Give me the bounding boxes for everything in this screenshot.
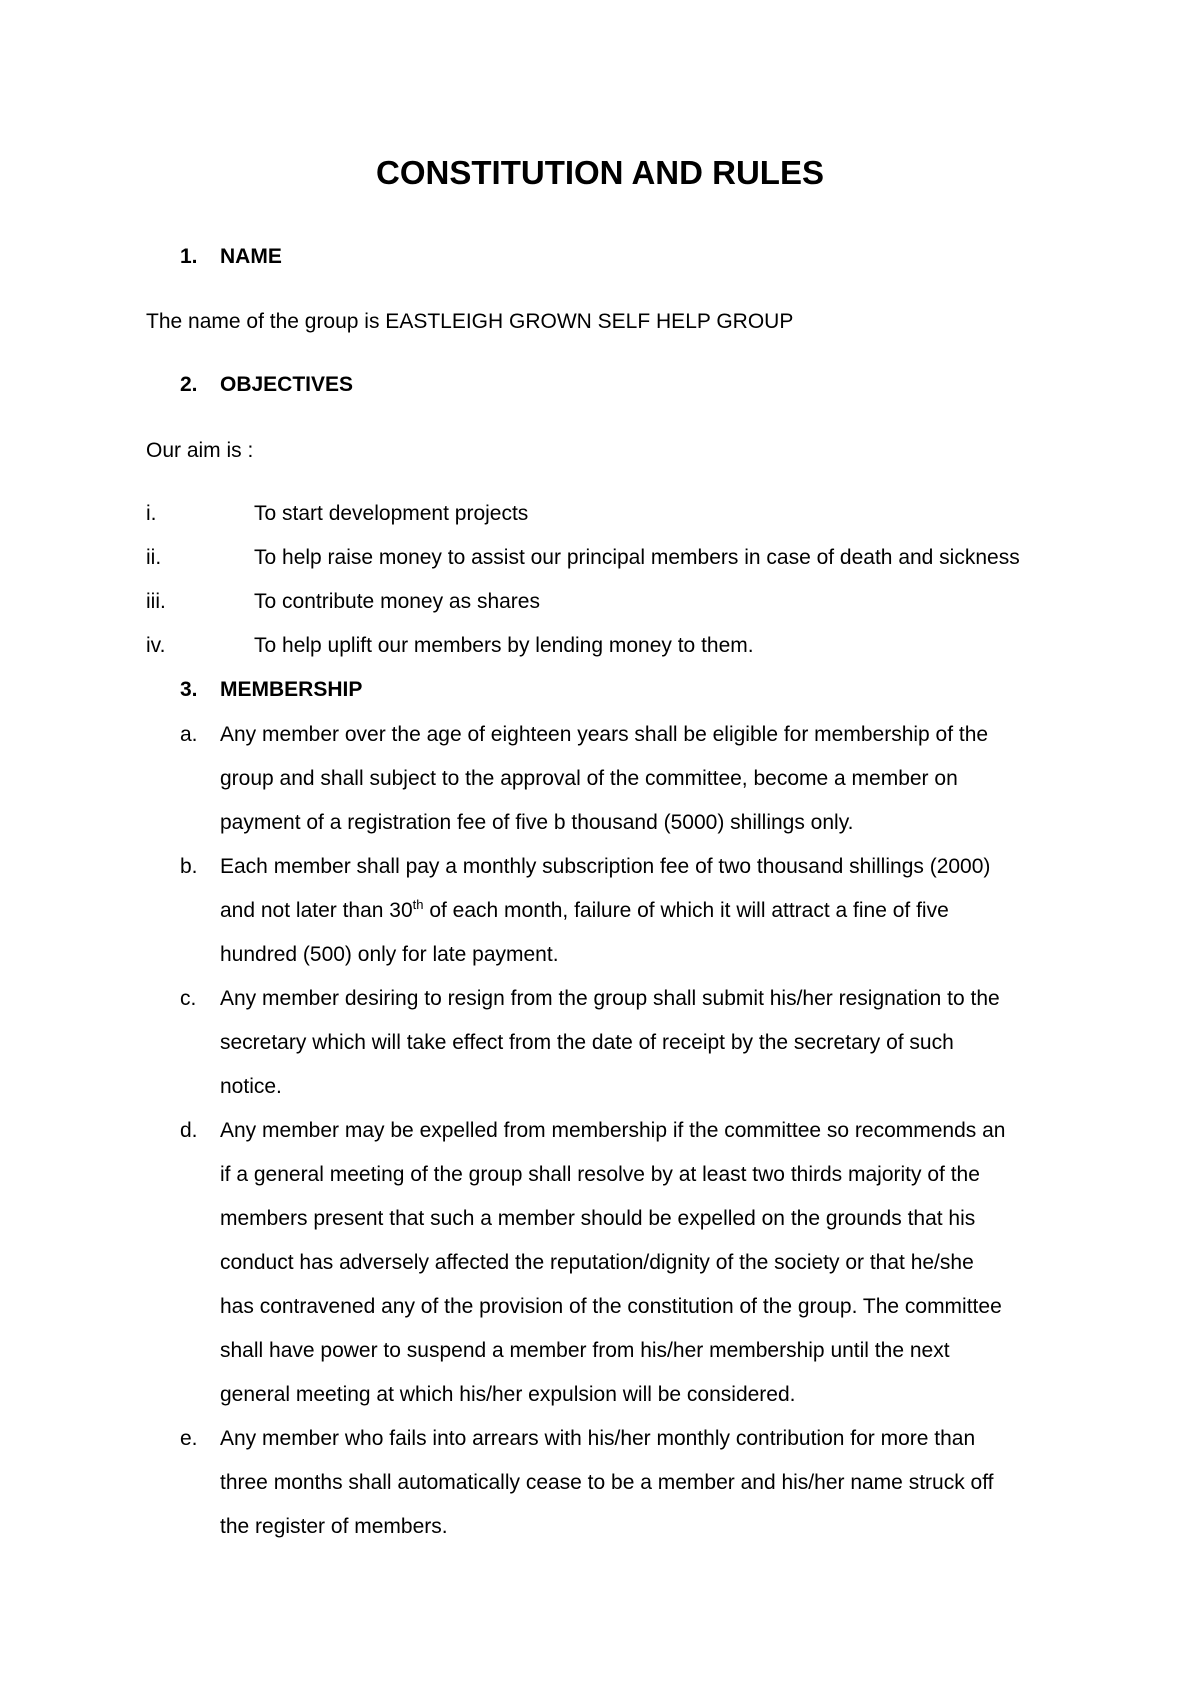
clause-line: secretary which will take effect from the date of receipt by the secretary of such — [220, 1031, 954, 1054]
clause-line: payment of a registration fee of five b thousand (5000) shillings only. — [220, 811, 854, 834]
list-marker: a. — [180, 723, 198, 746]
clause-line: hundred (500) only for late payment. — [220, 943, 559, 966]
section-number: 3. — [180, 678, 198, 701]
list-text: To help raise money to assist our principal members in case of death and sickness — [254, 546, 1020, 569]
clause-line: if a general meeting of the group shall resolve by at least two thirds majority of the — [220, 1163, 980, 1186]
clause-text — [220, 845, 1100, 977]
section-number: 2. — [180, 373, 198, 396]
list-marker: i. — [146, 502, 157, 525]
objectives-intro: Our aim is : — [146, 439, 254, 462]
clause-line: general meeting at which his/her expulsion will be considered. — [220, 1383, 796, 1406]
clause-line: shall have power to suspend a member from his/her membership until the next — [220, 1339, 950, 1362]
clause-line: the register of members. — [220, 1515, 448, 1538]
list-marker: d. — [180, 1119, 198, 1142]
clause-line: Any member who fails into arrears with his/her monthly contribution for more than — [220, 1427, 976, 1450]
clause-line — [220, 889, 1100, 933]
section-title: NAME — [220, 245, 282, 268]
list-marker: b. — [180, 855, 198, 878]
section-title: OBJECTIVES — [220, 373, 354, 396]
clause-line-part: and not later than 30 — [220, 899, 413, 922]
clause-line: Any member desiring to resign from the group shall submit his/her resignation to the — [220, 987, 1000, 1010]
list-marker: ii. — [146, 546, 162, 569]
list-marker: c. — [180, 987, 197, 1010]
clause-line: has contravened any of the provision of the constitution of the group. The committee — [220, 1295, 1002, 1318]
clause-line: notice. — [220, 1075, 282, 1098]
clause-line: conduct has adversely affected the reputation/dignity of the society or that he/she — [220, 1251, 974, 1274]
clause-line: three months shall automatically cease to be a member and his/her name struck off — [220, 1471, 994, 1494]
list-marker: e. — [180, 1427, 198, 1450]
clause-line: members present that such a member should be expelled on the grounds that his — [220, 1207, 976, 1230]
clause-text — [220, 713, 1100, 845]
list-marker: iii. — [146, 590, 166, 613]
clause-text — [220, 1417, 1100, 1549]
clause-line: Each member shall pay a monthly subscription fee of two thousand shillings (2000) — [220, 855, 991, 878]
group-name-paragraph: The name of the group is EASTLEIGH GROWN SELF HELP GROUP — [146, 310, 794, 333]
clause-line: group and shall subject to the approval of the committee, become a member on — [220, 767, 958, 790]
list-text: To contribute money as shares — [254, 590, 540, 613]
section-number: 1. — [180, 245, 198, 268]
clause-text — [220, 977, 1100, 1109]
list-text: To start development projects — [254, 502, 529, 525]
section-title: MEMBERSHIP — [220, 678, 363, 701]
clause-text — [220, 1109, 1100, 1417]
list-text: To help uplift our members by lending money to them. — [254, 634, 754, 657]
document-title: CONSTITUTION AND RULES — [376, 154, 824, 191]
clause-line: Any member may be expelled from membership if the committee so recommends an — [220, 1119, 1006, 1142]
clause-line: Any member over the age of eighteen years shall be eligible for membership of the — [220, 723, 989, 746]
ordinal-superscript: th — [412, 897, 424, 912]
clause-line-part: of each month, failure of which it will attract a fine of five — [423, 899, 949, 922]
list-marker: iv. — [146, 634, 166, 657]
